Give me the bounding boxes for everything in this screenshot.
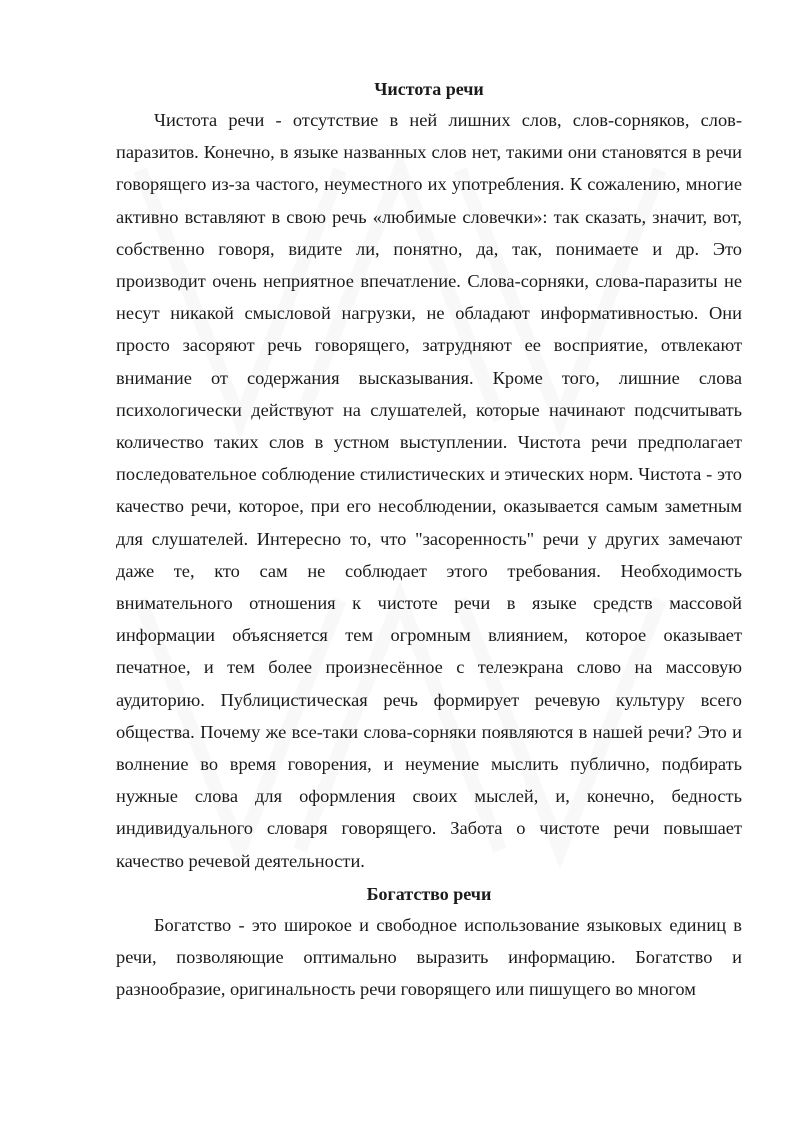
section-heading-purity: Чистота речи [374,79,484,99]
section-paragraph-richness: Богатство - это широкое и свободное использование языковых единиц в речи, позволяющие оптимально выразить информацию. Богатство и разнообразие, оригинальность речи говорящего или пишущего во многом [116,914,742,1000]
section-paragraph-purity: Чистота речи - отсутствие в ней лишних слов, слов-сорняков, слов-паразитов. Конечно, в языке названных слов нет, такими они становятся в речи говорящего из-за частого, неуместного их употребления. К сожалению, многие активно вставляют в свою речь «любимые словечки»: так сказать, значит, вот, собственно говоря, видите ли, понятно, да, так, понимаете и др. Это производит очень неприятное впечатление. Слова-сорняки, слова-паразиты не несут никакой смысловой нагрузки, не обладают информативностью. Они просто засоряют речь говорящего, затрудняют ее восприятие, отвлекают внимание от содержания высказывания. Кроме того, лишние слова психологически действуют на слушателей, которые начинают подсчитывать количество таких слов в устном выступлении. Чистота речи предполагает последовательное соблюдение стилистических и этических норм. Чистота - это качество речи, которое, при его несоблюдении, оказывается самым заметным для слушателей. Интересно то, что "засоренность" речи у других замечают даже те, кто сам не соблюдает этого требования. Необходимость внимательного отношения к чистоте речи в языке средств массовой информации объясняется тем огромным влиянием, которое оказывает печатное, и тем более произнесённое с телеэкрана слово на массовую аудиторию. Публицистическая речь формирует речевую культуру всего общества. Почему же все-таки слова-сорняки появляются в нашей речи? Это и волнение во время говорения, и неумение мыслить публично, подбирать нужные слова для оформления своих мыслей, и, конечно, бедность индивидуального словаря говорящего. Забота о чистоте речи повышает качество речевой деятельности. [116,110,742,871]
section-heading-richness: Богатство речи [366,883,492,904]
document-page [116,74,742,1005]
